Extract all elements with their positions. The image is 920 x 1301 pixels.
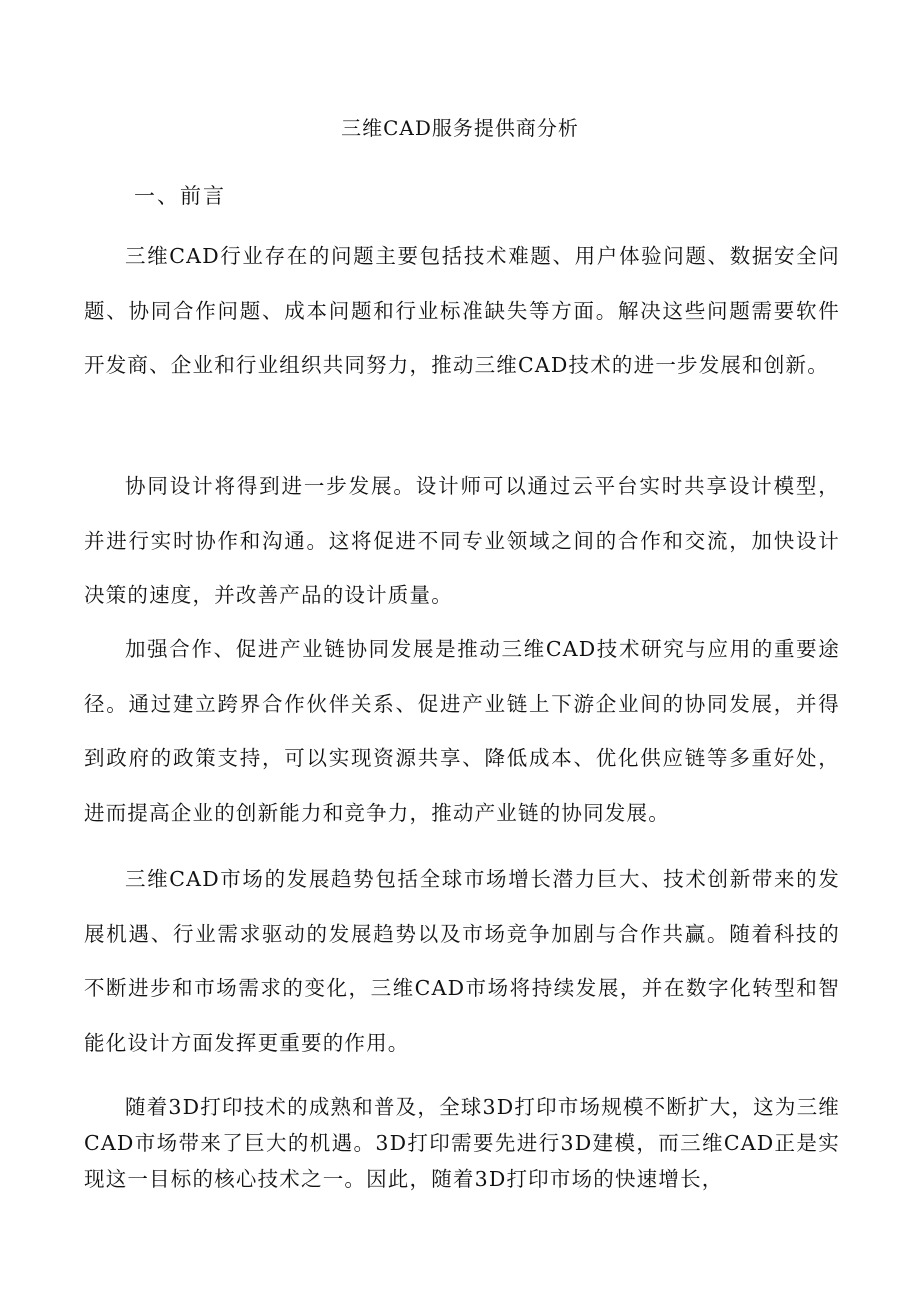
section-heading: 一、前言	[134, 184, 226, 208]
document-title: 三维CAD服务提供商分析	[341, 116, 579, 140]
paragraph-4: 三维CAD市场的发展趋势包括全球市场增长潜力巨大、技术创新带来的发展机遇、行业需求驱动的发展趋势以及市场竞争加剧与合作共赢。随着科技的不断进步和市场需求的变化，三维CAD市场将持续发展，并在数字化转型和智能化设计方面发挥更重要的作用。	[84, 867, 840, 1055]
paragraph-3: 加强合作、促进产业链协同发展是推动三维CAD技术研究与应用的重要途径。通过建立跨界合作伙伴关系、促进产业链上下游企业间的协同发展，并得到政府的政策支持，可以实现资源共享、降低成本、优化供应链等多重好处，进而提高企业的创新能力和竞争力，推动产业链的协同发展。	[84, 637, 840, 825]
paragraph-5: 随着3D打印技术的成熟和普及，全球3D打印市场规模不断扩大，这为三维CAD市场带来了巨大的机遇。3D打印需要先进行3D建模，而三维CAD正是实现这一目标的核心技术之一。因此，随着3D打印市场的快速增长，	[84, 1095, 840, 1191]
paragraph-2: 协同设计将得到进一步发展。设计师可以通过云平台实时共享设计模型，并进行实时协作和沟通。这将促进不同专业领域之间的合作和交流，加快设计决策的速度，并改善产品的设计质量。	[84, 474, 840, 607]
paragraph-1: 三维CAD行业存在的问题主要包括技术难题、用户体验问题、数据安全问题、协同合作问题、成本问题和行业标准缺失等方面。解决这些问题需要软件开发商、企业和行业组织共同努力，推动三维CAD技术的进一步发展和创新。	[84, 244, 840, 377]
